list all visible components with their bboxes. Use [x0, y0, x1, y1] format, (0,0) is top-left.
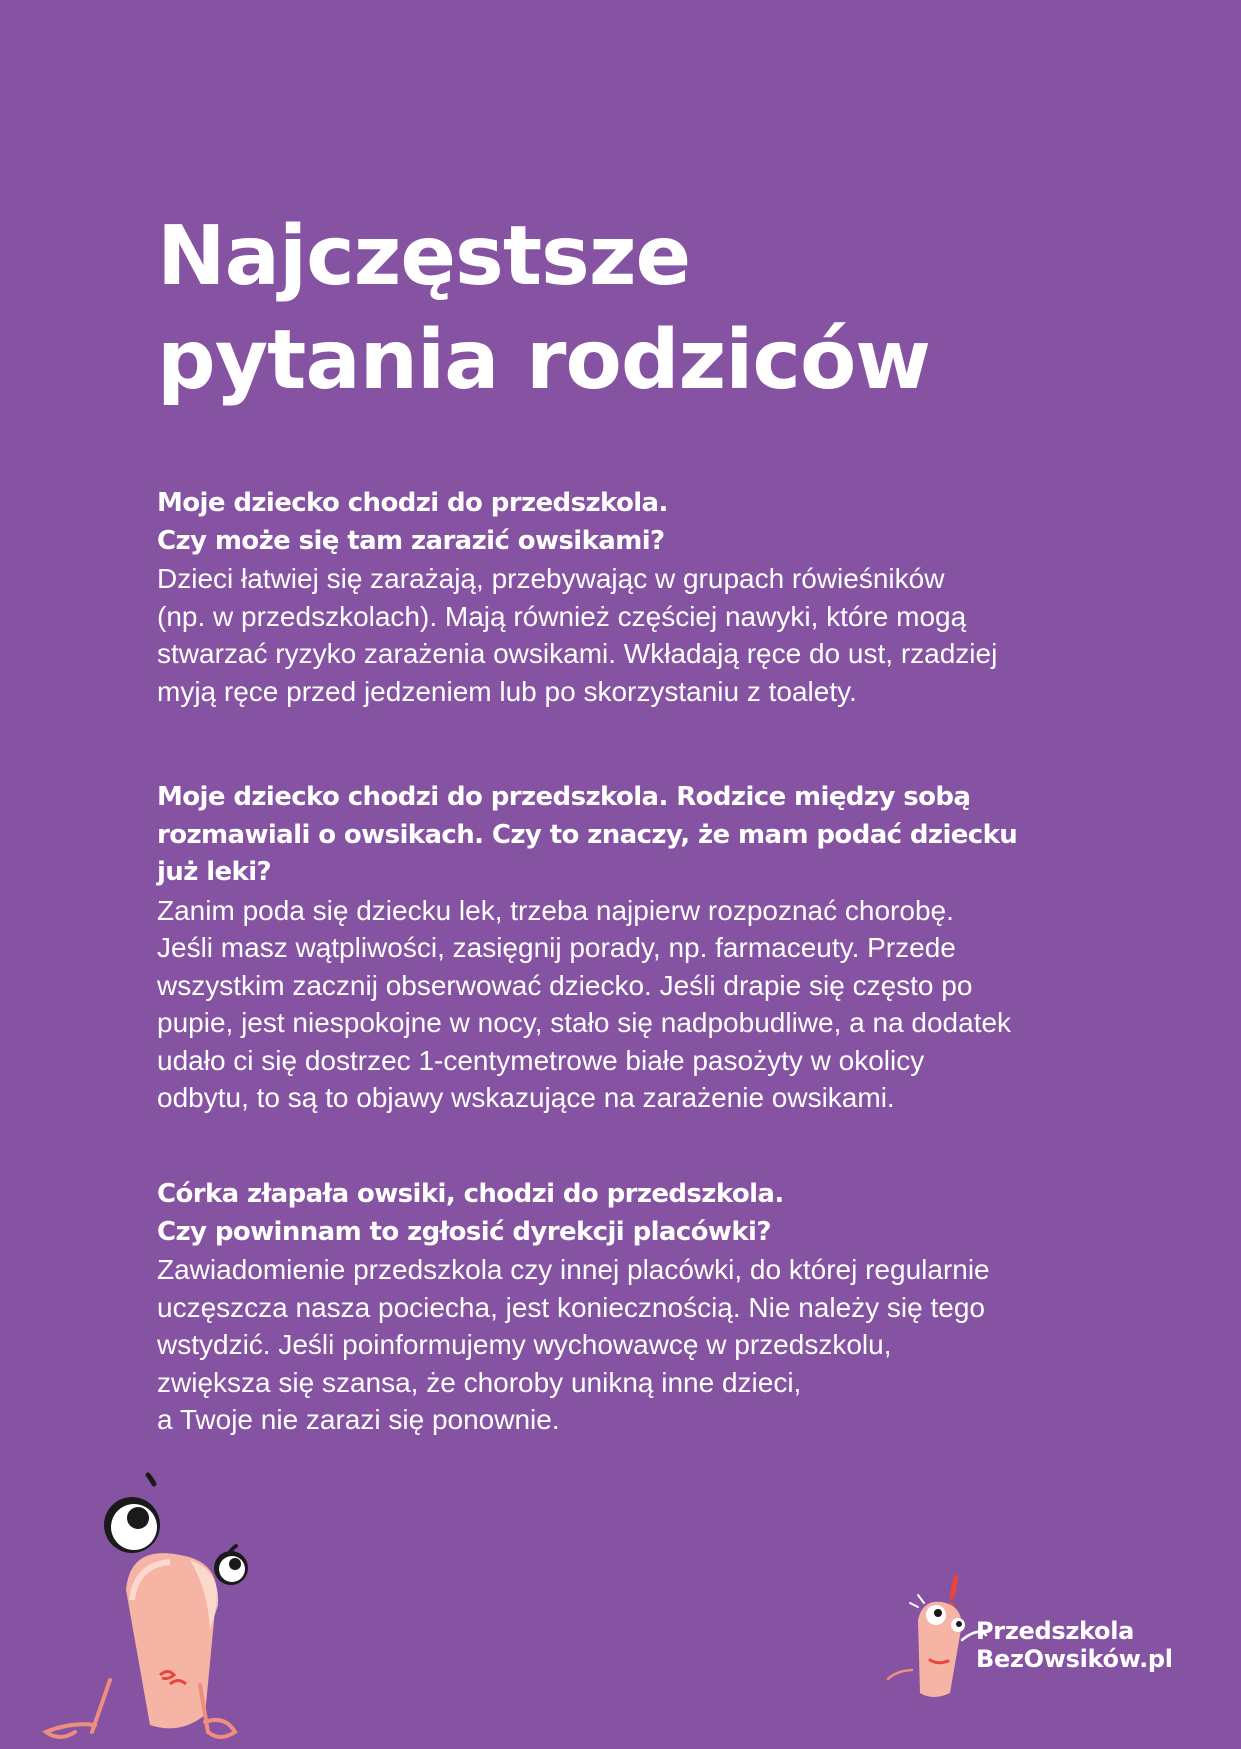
faq-question-line: Czy może się tam zarazić owsikami? — [157, 525, 665, 556]
logo-line-1: Przedszkola — [976, 1617, 1135, 1645]
faq-answer-line: pupie, jest niespokojne w nocy, stało się nadpobudliwe, a na dodatek — [157, 1007, 1012, 1038]
page-title-line-2: pytania rodziców — [157, 313, 931, 408]
faq-question-line: rozmawiali o owsikach. Czy to znaczy, że mam podać dziecku — [157, 819, 1018, 850]
faq-question-line: już leki? — [157, 857, 272, 887]
faq-answer-line: wszystkim zacznij obserwować dziecko. Jeśli drapie się często po — [157, 969, 973, 1001]
logo — [878, 1575, 1208, 1705]
faq-answer-line: Zawiadomienie przedszkola czy innej placówki, do której regularnie — [157, 1254, 990, 1285]
page-title — [157, 205, 1057, 413]
logo-line-2: BezOwsików.pl — [976, 1645, 1173, 1673]
faq-question — [157, 1176, 1147, 1251]
faq-question-line: Córka złapała owsiki, chodzi do przedszkola. — [157, 1179, 784, 1209]
faq-answer-line: Dzieci łatwiej się zarażają, przebywając w grupach rówieśników — [157, 563, 945, 594]
faq-answer-line: (np. w przedszkolach). Mają również częściej nawyki, które mogą — [157, 600, 967, 632]
page-title-line-1: Najczęstsze — [157, 209, 691, 304]
faq-answer-line: uczęszcza nasza pociecha, jest koniecznością. Nie należy się tego — [157, 1291, 985, 1323]
worm-mascot-icon — [40, 1470, 270, 1740]
faq-answer — [157, 560, 1147, 710]
faq-answer-line: myją ręce przed jedzeniem lub po skorzystaniu z toalety. — [157, 675, 857, 707]
faq-answer-line: odbytu, to są to objawy wskazujące na zarażenie owsikami. — [157, 1082, 895, 1113]
faq-item-2 — [157, 779, 1147, 1117]
faq-answer-line: udało ci się dostrzec 1-centymetrowe białe pasożyty w okolicy — [157, 1044, 925, 1076]
faq-question-line: Moje dziecko chodzi do przedszkola. Rodzice między sobą — [157, 782, 971, 812]
faq-question-line: Moje dziecko chodzi do przedszkola. — [157, 488, 668, 518]
faq-answer-line: Jeśli masz wątpliwości, zasięgnij porady, np. farmaceuty. Przede — [157, 932, 956, 963]
logo-worm-icon — [878, 1575, 988, 1705]
faq-answer-line: Zanim poda się dziecku lek, trzeba najpierw rozpoznać chorobę. — [157, 894, 954, 926]
logo-text — [976, 1617, 1173, 1673]
faq-question — [157, 779, 1147, 892]
faq-question — [157, 485, 1147, 560]
faq-answer — [157, 1251, 1147, 1439]
faq-item-3 — [157, 1176, 1147, 1439]
faq-answer-line: zwiększa się szansa, że choroby unikną inne dzieci, — [157, 1366, 802, 1398]
faq-answer — [157, 892, 1147, 1117]
faq-answer-line: a Twoje nie zarazi się ponownie. — [157, 1404, 560, 1435]
faq-item-1 — [157, 485, 1147, 710]
faq-question-line: Czy powinnam to zgłosić dyrekcji placówki? — [157, 1216, 771, 1247]
faq-answer-line: wstydzić. Jeśli poinformujemy wychowawcę w przedszkolu, — [157, 1329, 892, 1360]
faq-answer-line: stwarzać ryzyko zarażenia owsikami. Wkładają ręce do ust, rzadziej — [157, 638, 998, 669]
